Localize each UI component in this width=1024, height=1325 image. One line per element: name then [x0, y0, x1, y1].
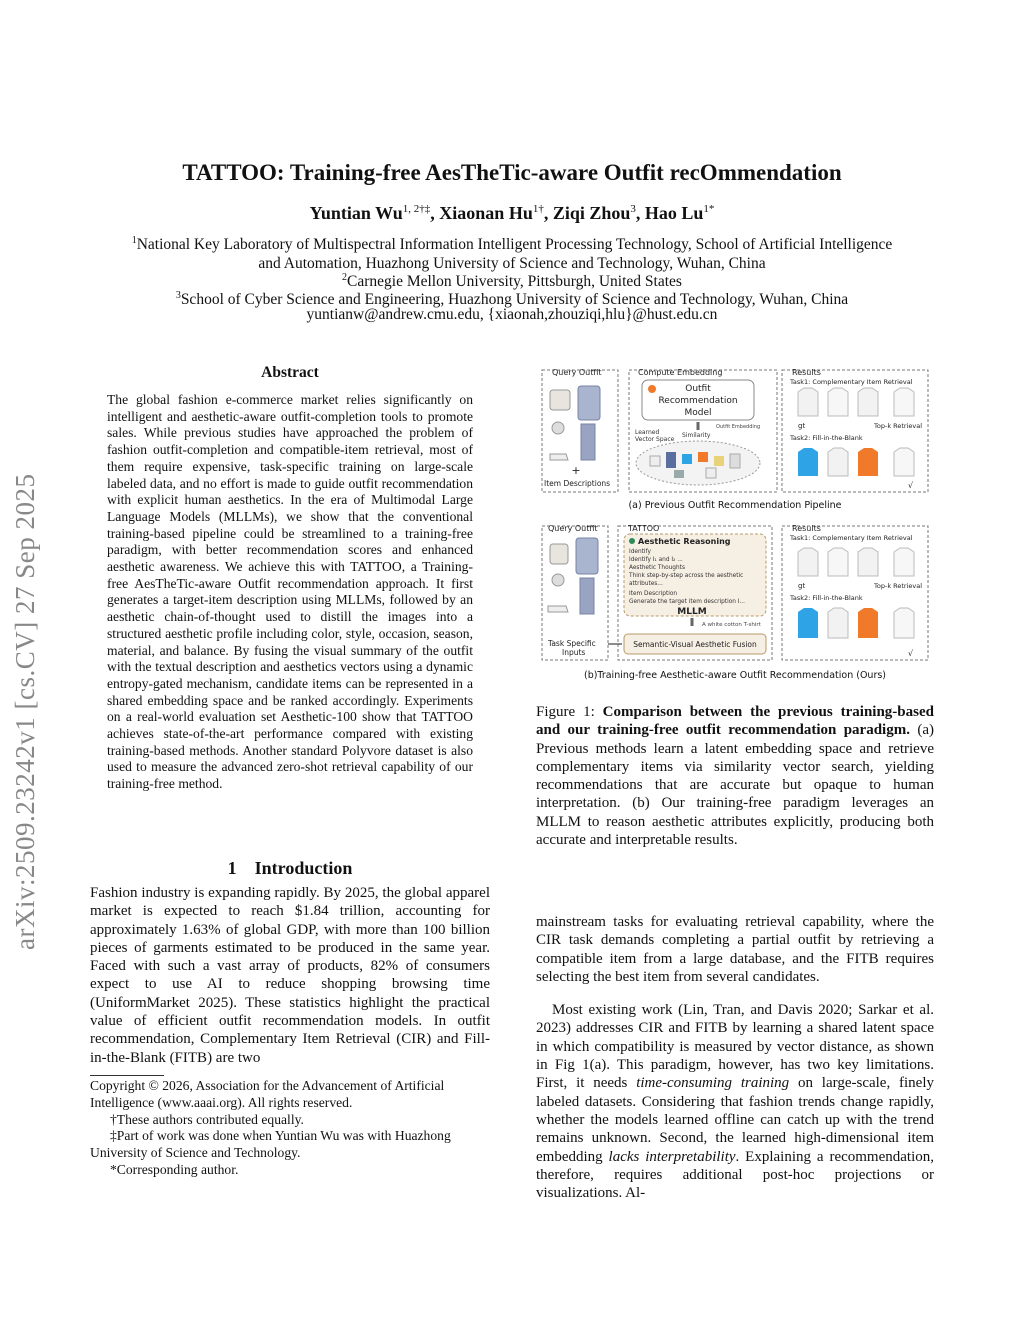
gt-label: gt [798, 582, 806, 590]
paragraph [536, 1001, 934, 1202]
task1-label: Task1: Complementary Item Retrieval [790, 534, 913, 542]
shirt-icon [828, 448, 848, 476]
author-separator: , [635, 203, 645, 223]
vector-space-label: Vector Space [635, 436, 675, 443]
shirt-icon [828, 608, 848, 638]
results-label: Results [792, 524, 821, 533]
shirt-icon [798, 608, 818, 638]
shirt-icon [798, 548, 818, 576]
topk-label: Top-k Retrieval [874, 582, 923, 590]
results-box [782, 526, 928, 660]
shirt-icon [858, 448, 878, 476]
affiliation-1 [60, 232, 964, 273]
compute-embedding-label: Compute Embedding [638, 368, 723, 377]
topk-label: Top-k Retrieval [874, 422, 923, 430]
right-column-text [536, 898, 934, 1217]
author-name: Yuntian Wu [309, 203, 403, 223]
shirt-icon [894, 608, 914, 638]
blazer-image [576, 538, 598, 574]
reasoning-step: Identify [629, 549, 651, 555]
task2-label: Task2: Fill-in-the-Blank [790, 434, 863, 442]
shirt-icon [858, 608, 878, 638]
affiliation-text: School of Cyber Science and Engineering, Huazhong University of Science and Technology, Wuhan, China [180, 291, 849, 309]
trousers-image [580, 578, 594, 614]
shirt-icon [798, 448, 818, 476]
affiliation-superscript: 1 [131, 235, 137, 246]
reasoning-step: attributes... [629, 581, 663, 587]
caption-bold: Comparison between the previous training-based and our training-free outfit recommendation paradigm. [536, 704, 934, 739]
caption-label: Figure 1: [536, 704, 603, 720]
copyright-notice: Copyright © 2026, Association for the Advancement of Artificial Intelligence (www.aaai.org). All rights reserved. [90, 1078, 445, 1110]
shoes-image [550, 454, 568, 460]
reasoning-step: Think step-by-step across the aesthetic [629, 573, 744, 579]
blazer-image [578, 386, 600, 420]
learned-label: Learned [635, 429, 660, 436]
white-tshirt-label: A white cotton T-shirt [702, 622, 761, 628]
affiliation-text: Carnegie Mellon University, Pittsburgh, United States [347, 273, 682, 291]
sparkle-icon [629, 538, 635, 544]
footnote: †These authors contributed equally. [110, 1111, 304, 1127]
outfit-embedding-label: Outfit Embedding [716, 424, 761, 430]
panel-a [542, 368, 928, 511]
figure-caption [536, 703, 934, 849]
reasoning-step: Item Description [629, 591, 678, 597]
earring-image [552, 574, 564, 586]
figure-diagram [536, 362, 934, 686]
model-label-line1: Outfit [685, 384, 711, 394]
check-icon: √ [908, 649, 914, 658]
author-name: Hao Lu [644, 203, 704, 223]
item-thumb [674, 470, 684, 478]
abstract-heading: Abstract [261, 364, 319, 381]
check-icon: √ [908, 481, 914, 490]
introduction-text: Fashion industry is expanding rapidly. By 2025, the global apparel market is expected to reach $1.84 trillion, accounting for approximately 1.63% of global GDP, with more than 100 billion pieces of garments estimated to be produced in the same year. Faced with such a vast array of products, 82% of consumers expect to use AI to reduce shopping browsing time (UniformMarket 2025). These statistics highlight the practical value of efficient outfit recommendation models. In outfit recommendation, Complementary Item Retrieval (CIR) and Fill-in-the-Blank (FITB) are two [90, 885, 490, 1066]
inputs-label: Inputs [562, 648, 586, 657]
paper-title: TATTOO: Training-free AesTheTic-aware Outfit recOmmendation [182, 160, 842, 185]
task2-label: Task2: Fill-in-the-Blank [790, 594, 863, 602]
shoes-image [548, 606, 568, 612]
item-thumb [698, 452, 708, 462]
item-thumb [682, 454, 692, 464]
task1-label: Task1: Complementary Item Retrieval [790, 378, 913, 386]
model-label-line2: Recommendation [658, 396, 738, 406]
query-outfit-label: Query Outfit [548, 524, 598, 533]
text-span: Most existing work (Lin, Tran, and Davis 2020; Sarkar et al. 2023) addresses CIR and FITB by learning a shared latent space in which compatibility is measured by vector distance, as shown in Fig 1(a). This paradigm, however, has two key limitations. First, it needs [536, 1002, 934, 1092]
item-thumb [666, 452, 676, 468]
section-heading: 1 Introduction [227, 858, 353, 878]
similarity-label: Similarity [682, 432, 711, 439]
panel-b-subcaption: (b)Training-free Aesthetic-aware Outfit Recommendation (Ours) [583, 670, 887, 681]
shirt-icon [828, 388, 848, 416]
bag-image [550, 544, 568, 564]
panel-a-subcaption: (a) Previous Outfit Recommendation Pipeline [628, 500, 842, 511]
earring-image [552, 422, 564, 434]
abstract-text: The global fashion e-commerce market relies significantly on intelligent and aesthetic-aware outfit-completion tools to promote sales. While previous studies have approached the problem of fashion outfit-completion and compatible-item retrieval, most of them require expensive, task-specific training on large-scale labeled data, and no effort is made to guide outfit recommendation with explicit human aesthetics. In the era of Multimodal Large Language Models (MLLMs), we show that the conventional training-based pipeline could be streamlined to a training-free paradigm, with better recommendation scores and enhanced aesthetic awareness. We achieve this with TATTOO, a Training-free AesTheTic-aware Outfit recommendation approach. It first generates a target-item description using MLLMs, followed by an aesthetic chain-of-thought used to distill the images into a structured aesthetic profile including color, style, occasion, season, material, and balance. By fusing the visual summary of the outfit with the textual description and aesthetics vectors using a dynamic entropy-gated mechanism, candidate items can be represented in a shared embedding space and be ranked accordingly. Experiments on a real-world evaluation set Aesthetic-100 show that TATTOO achieves state-of-the-art performance compared with existing training-based methods. Another standard Polyvore dataset is also used to measure the advanced zero-shot retrieval capability of our training-free method. [107, 392, 473, 792]
tattoo-label: TATTOO [628, 524, 660, 533]
text-span: on large-scale, finely labeled datasets. Considering that fashion trends change rapidly, whether the models learned offline can catch up with the trend remains unknown. Second, the learned high-dimensional item embedding [536, 1075, 935, 1165]
author-superscript: 1† [532, 203, 544, 215]
author-name: Xiaonan Hu [439, 203, 533, 223]
item-thumb [730, 454, 740, 468]
author-superscript: 3 [630, 203, 636, 215]
paragraph: mainstream tasks for evaluating retrieval capability, where the CIR task demands completing a partial outfit by retrieving a compatible item from a large database, and the FITB requires selecting the best item from several candidates. [536, 914, 934, 985]
affiliation-superscript: 2 [342, 272, 348, 283]
emphasis: lacks interpretability [608, 1148, 736, 1165]
footnote: ‡Part of work was done when Yuntian Wu was with Huazhong University of Science and Technology. [90, 1128, 451, 1161]
shirt-icon [858, 548, 878, 576]
task-specific-label: Task Specific [548, 639, 596, 648]
item-descriptions-label: Item Descriptions [544, 479, 611, 488]
shirt-icon [828, 548, 848, 576]
affiliation-text: National Key Laboratory of Multispectral Information Intelligent Processing Technology, School of Artificial Intelligence [136, 236, 893, 254]
reasoning-step: Aesthetic Thoughts [629, 565, 685, 571]
emphasis: time-consuming training [636, 1075, 790, 1092]
author-list [0, 203, 1024, 224]
author-separator: , [430, 203, 440, 223]
fusion-label: Semantic-Visual Aesthetic Fusion [633, 640, 757, 649]
arxiv-identifier: arXiv:2509.23242v1 [cs.CV] 27 Sep 2025 [10, 473, 40, 950]
reasoning-step: Identify I₁ and I₂ ... [629, 557, 683, 563]
mllm-label: MLLM [677, 607, 707, 617]
panel-b [542, 524, 928, 681]
gt-label: gt [798, 422, 806, 430]
trousers-image [581, 424, 595, 460]
figure-1 [536, 362, 934, 686]
aesthetic-reasoning-title: Aesthetic Reasoning [638, 537, 731, 546]
author-emails: yuntianw@andrew.cmu.edu, {xiaonah,zhouziqi,hlu}@hust.edu.cn [306, 306, 718, 323]
item-thumb [650, 456, 660, 466]
model-label-line3: Model [684, 408, 712, 418]
caption-text: (a) Previous methods learn a latent embedding space and retrieve complementary items via similarity vector search, yielding recommendations that are accurate but opaque to human interpretation. (b) Our training-free paradigm leverages an MLLM to reason aesthetic attributes explicitly, producing both accurate and interpretable results. [536, 722, 934, 849]
author-superscript: 1* [703, 203, 715, 215]
shirt-icon [894, 448, 914, 476]
results-label: Results [792, 368, 821, 377]
footnotes [90, 1078, 490, 1179]
affiliation-superscript: 3 [175, 290, 181, 301]
plus-sign: + [571, 464, 581, 477]
flame-icon [648, 385, 656, 393]
shirt-icon [894, 548, 914, 576]
shirt-icon [798, 388, 818, 416]
shirt-icon [858, 388, 878, 416]
shirt-icon [894, 388, 914, 416]
item-thumb [714, 456, 724, 466]
author-separator: , [543, 203, 553, 223]
reasoning-step: Generate the target item description I... [629, 599, 745, 605]
footnote-rule [90, 1075, 164, 1076]
text-span: . Explaining a recommendation, therefore, requires additional post-hoc projections or visualizations. Al- [536, 1148, 934, 1202]
author-name: Ziqi Zhou [552, 203, 631, 223]
author-superscript: 1, 2†‡ [402, 203, 431, 215]
affiliation-text: and Automation, Huazhong University of Science and Technology, Wuhan, China [258, 254, 766, 272]
item-thumb [706, 468, 716, 478]
footnote: *Corresponding author. [110, 1161, 239, 1177]
query-outfit-label: Query Outfit [552, 368, 602, 377]
bag-image [550, 390, 570, 410]
